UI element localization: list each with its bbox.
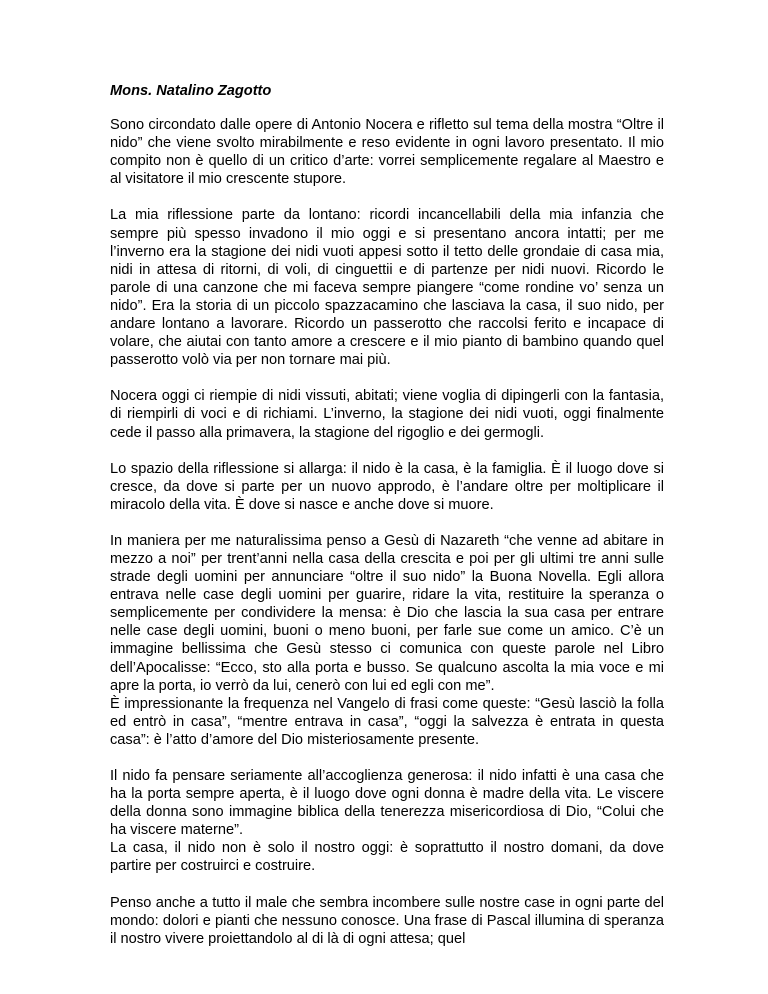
- paragraph-7: [110, 894, 664, 948]
- paragraph-2: [110, 206, 664, 369]
- paragraph-1: [110, 116, 664, 188]
- paragraph-3: [110, 387, 664, 441]
- document-page: [110, 82, 664, 966]
- paragraph-text: Sono circondato dalle opere di Antonio Nocera e rifletto sul tema della mostra “Oltre il nido” che viene svolto mirabilmente e reso evidente in ogni lavoro presentato. Il mio compito non è quello di un critico d’arte: vorrei semplicemente regalare al Maestro e al visitatore il mio crescente stupore.: [110, 117, 664, 188]
- paragraph-text: La casa, il nido non è solo il nostro oggi: è soprattutto il nostro domani, da dove partire per costruirci e costruire.: [110, 840, 664, 875]
- paragraph-text: Nocera oggi ci riempie di nidi vissuti, abitati; viene voglia di dipingerli con la fantasia, di riempirli di voci e di richiami. L’inverno, la stagione dei nidi vuoti, oggi finalmente cede il passo alla primavera, la stagione del rigoglio e dei germogli.: [110, 388, 664, 441]
- paragraph-6: [110, 767, 664, 876]
- paragraph-text: Penso anche a tutto il male che sembra incombere sulle nostre case in ogni parte del mondo: dolori e pianti che nessuno conosce. Una frase di Pascal illumina di speranza il nostro vivere proiettandolo al di là di ogni attesa; quel: [110, 894, 664, 947]
- paragraph-text: In maniera per me naturalissima penso a Gesù di Nazareth “che venne ad abitare in mezzo a noi” per trent’anni nella casa della crescita e poi per gli ultimi tre anni sulle strade degli uomini per annunciare “oltre il suo nido” la Buona Novella. Egli allora entrava nelle case degli uomini per guarire, ridare la vita, restituire la speranza o semplicemente per condividere la mensa: è Dio che lascia la sua casa per entrare nelle case degli uomini, buoni o meno buoni, per farle sue come un amico. C’è un immagine bellissima che Gesù stesso ci comunica con queste parole nel Libro dell’Apocalisse: “Ecco, sto alla porta e busso. Se qualcuno ascolta la mia voce e mi apre la porta, io verrò da lui, cenerò con lui ed egli con me”.: [110, 532, 664, 694]
- paragraph-5: [110, 532, 664, 749]
- paragraph-text: È impressionante la frequenza nel Vangelo di frasi come queste: “Gesù lasciò la folla ed entrò in casa”, “mentre entrava in casa”, “oggi la salvezza è entrata in questa casa”: è l’atto d’amore del Dio misteriosamente presente.: [110, 695, 664, 748]
- paragraph-4: [110, 460, 664, 514]
- paragraph-text: Il nido fa pensare seriamente all’accoglienza generosa: il nido infatti è una casa che ha la porta sempre aperta, è il luogo dove ogni donna è madre della vita. Le viscere della donna sono immagine biblica della tenerezza misericordiosa di Dio, “Colui che ha viscere materne”.: [110, 768, 664, 839]
- paragraph-text: Lo spazio della riflessione si allarga: il nido è la casa, è la famiglia. È il luogo dove si cresce, da dove si parte per un nuovo approdo, è l’andare oltre per moltiplicare il miracolo della vita. È dove si nasce e anche dove si muore.: [110, 460, 664, 513]
- paragraph-text: La mia riflessione parte da lontano: ricordi incancellabili della mia infanzia che sempre più spesso invadono il mio oggi e si presentano ancora intatti; per me l’inverno era la stagione dei nidi vuoti appesi sotto il tetto delle grondaie di casa mia, nidi in attesa di ritorni, di voli, di cinguettii e di partenze per nidi nuovi. Ricordo le parole di una canzone che mi faceva sempre piangere “come rondine vo’ senza un nido”. Era la storia di un piccolo spazzacamino che lasciava la casa, il suo nido, per andare lontano a lavorare. Ricordo un passerotto che raccolsi ferito e incapace di volare, che aiutai con tanto amore a crescere e il mio pianto di bambino quando quel passerotto volò via per non tornare mai più.: [110, 207, 664, 369]
- author-heading: Mons. Natalino Zagotto: [110, 83, 272, 99]
